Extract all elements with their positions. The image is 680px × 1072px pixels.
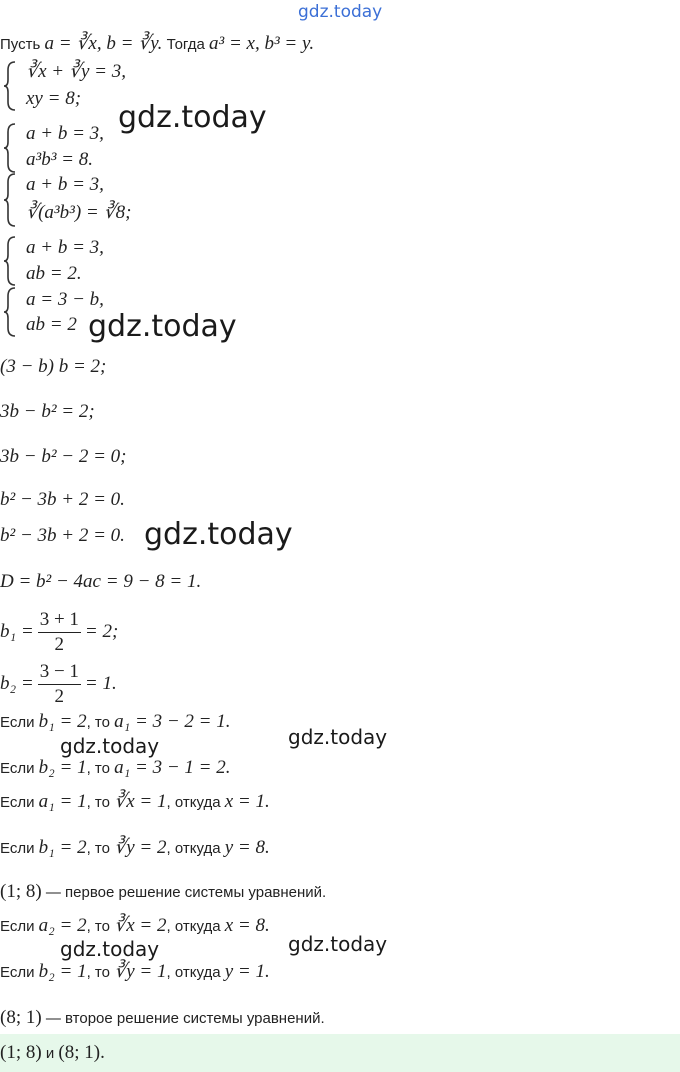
case-line-2 [0,758,230,779]
case4-root: ∛y = 2 [114,837,167,858]
root-b1-denominator: 2 [54,634,65,655]
root-b2 [0,660,117,709]
word-then: , то [86,964,110,981]
word-then: , то [86,840,110,857]
case-line-5 [0,916,270,937]
case-line-4 [0,838,270,859]
equation-3: 3b − b² − 2 = 0; [0,446,127,467]
word-then: , то [86,760,110,777]
sys4-line1: a + b = 3, [26,237,104,258]
root-b2-numerator: 3 − 1 [38,660,81,685]
case-line-6 [0,962,270,983]
equation-5: b² − 3b + 2 = 0. [0,525,125,546]
sys1-line2: xy = 8; [26,88,82,109]
root-b1 [0,608,118,657]
watermark: gdz.today [60,734,160,758]
watermark: gdz.today [88,309,237,344]
watermark: gdz.today [144,517,293,552]
sys3-line1: a + b = 3, [26,174,104,195]
root-b1-numerator: 3 + 1 [38,608,81,633]
word-whence: , откуда [166,794,221,811]
root-b1-lhs: b₁ = [0,620,34,642]
watermark-top: gdz.today [298,2,383,22]
case6-result: y = 1. [224,961,270,982]
case1-condition: b₁ = 2 [38,711,87,732]
root-b1-fraction [38,608,81,657]
solution-2-text: — второе решение системы уравнений. [45,1010,325,1027]
intro-prefix: Пусть [0,36,41,53]
solution-1: (1; 8) [0,881,42,902]
word-and: и [45,1045,55,1062]
root-b1-rhs: = 2; [84,620,119,642]
root-b2-rhs: = 1. [84,672,117,694]
solution-1-line [0,882,326,903]
sys2-line2: a³b³ = 8. [26,149,93,170]
word-then: , то [86,794,110,811]
root-b2-lhs: b₂ = [0,672,34,694]
answer-2: (8; 1). [58,1042,105,1063]
case5-root: ∛x = 2 [114,915,167,936]
solution-2: (8; 1) [0,1007,42,1028]
word-if: Если [0,964,35,981]
case6-condition: b₂ = 1 [38,961,87,982]
brace-icon [2,60,18,112]
root-b2-fraction [38,660,81,709]
sys4-line2: ab = 2. [26,263,82,284]
intro-tail: Тогда [166,36,205,53]
sys2-line1: a + b = 3, [26,123,104,144]
word-if: Если [0,760,35,777]
equation-4: b² − 3b + 2 = 0. [0,489,125,510]
discriminant: D = b² − 4ac = 9 − 8 = 1. [0,571,202,592]
answer-1: (1; 8) [0,1042,42,1063]
watermark: gdz.today [288,725,388,749]
intro-substitution: a = ∛x, b = ∛y. [44,33,163,54]
root-b2-denominator: 2 [54,686,65,707]
watermark: gdz.today [60,937,160,961]
equation-2: 3b − b² = 2; [0,401,95,422]
word-whence: , откуда [166,918,221,935]
intro-line [0,34,314,55]
case5-condition: a₂ = 2 [38,915,87,936]
case2-result: a₁ = 3 − 1 = 2. [114,757,231,778]
case4-result: y = 8. [224,837,270,858]
brace-icon [2,122,18,174]
word-if: Если [0,794,35,811]
watermark: gdz.today [288,932,388,956]
case5-result: x = 8. [224,915,270,936]
case3-result: x = 1. [224,791,270,812]
equation-1: (3 − b) b = 2; [0,356,107,377]
sys1-line1: ∛x + ∛y = 3, [26,61,126,82]
word-whence: , откуда [166,964,221,981]
case4-condition: b₁ = 2 [38,837,87,858]
case2-condition: b₂ = 1 [38,757,87,778]
word-if: Если [0,840,35,857]
word-then: , то [86,918,110,935]
solution-2-line [0,1008,325,1029]
case1-result: a₁ = 3 − 2 = 1. [114,711,231,732]
intro-relation: a³ = x, b³ = y. [209,33,315,54]
case3-root: ∛x = 1 [114,791,167,812]
brace-icon [2,286,18,338]
sys5-line2: ab = 2 [26,314,77,335]
answer-line [0,1043,105,1064]
word-if: Если [0,714,35,731]
case-line-3 [0,792,270,813]
solution-1-text: — первое решение системы уравнений. [45,884,327,901]
case-line-1 [0,712,230,733]
word-if: Если [0,918,35,935]
sys5-line1: a = 3 − b, [26,289,104,310]
brace-icon [2,172,18,228]
case6-root: ∛y = 1 [114,961,167,982]
watermark: gdz.today [118,100,267,135]
word-then: , то [86,714,110,731]
brace-icon [2,235,18,287]
sys3-line2: ∛(a³b³) = ∛8; [26,202,132,223]
case3-condition: a₁ = 1 [38,791,87,812]
word-whence: , откуда [166,840,221,857]
